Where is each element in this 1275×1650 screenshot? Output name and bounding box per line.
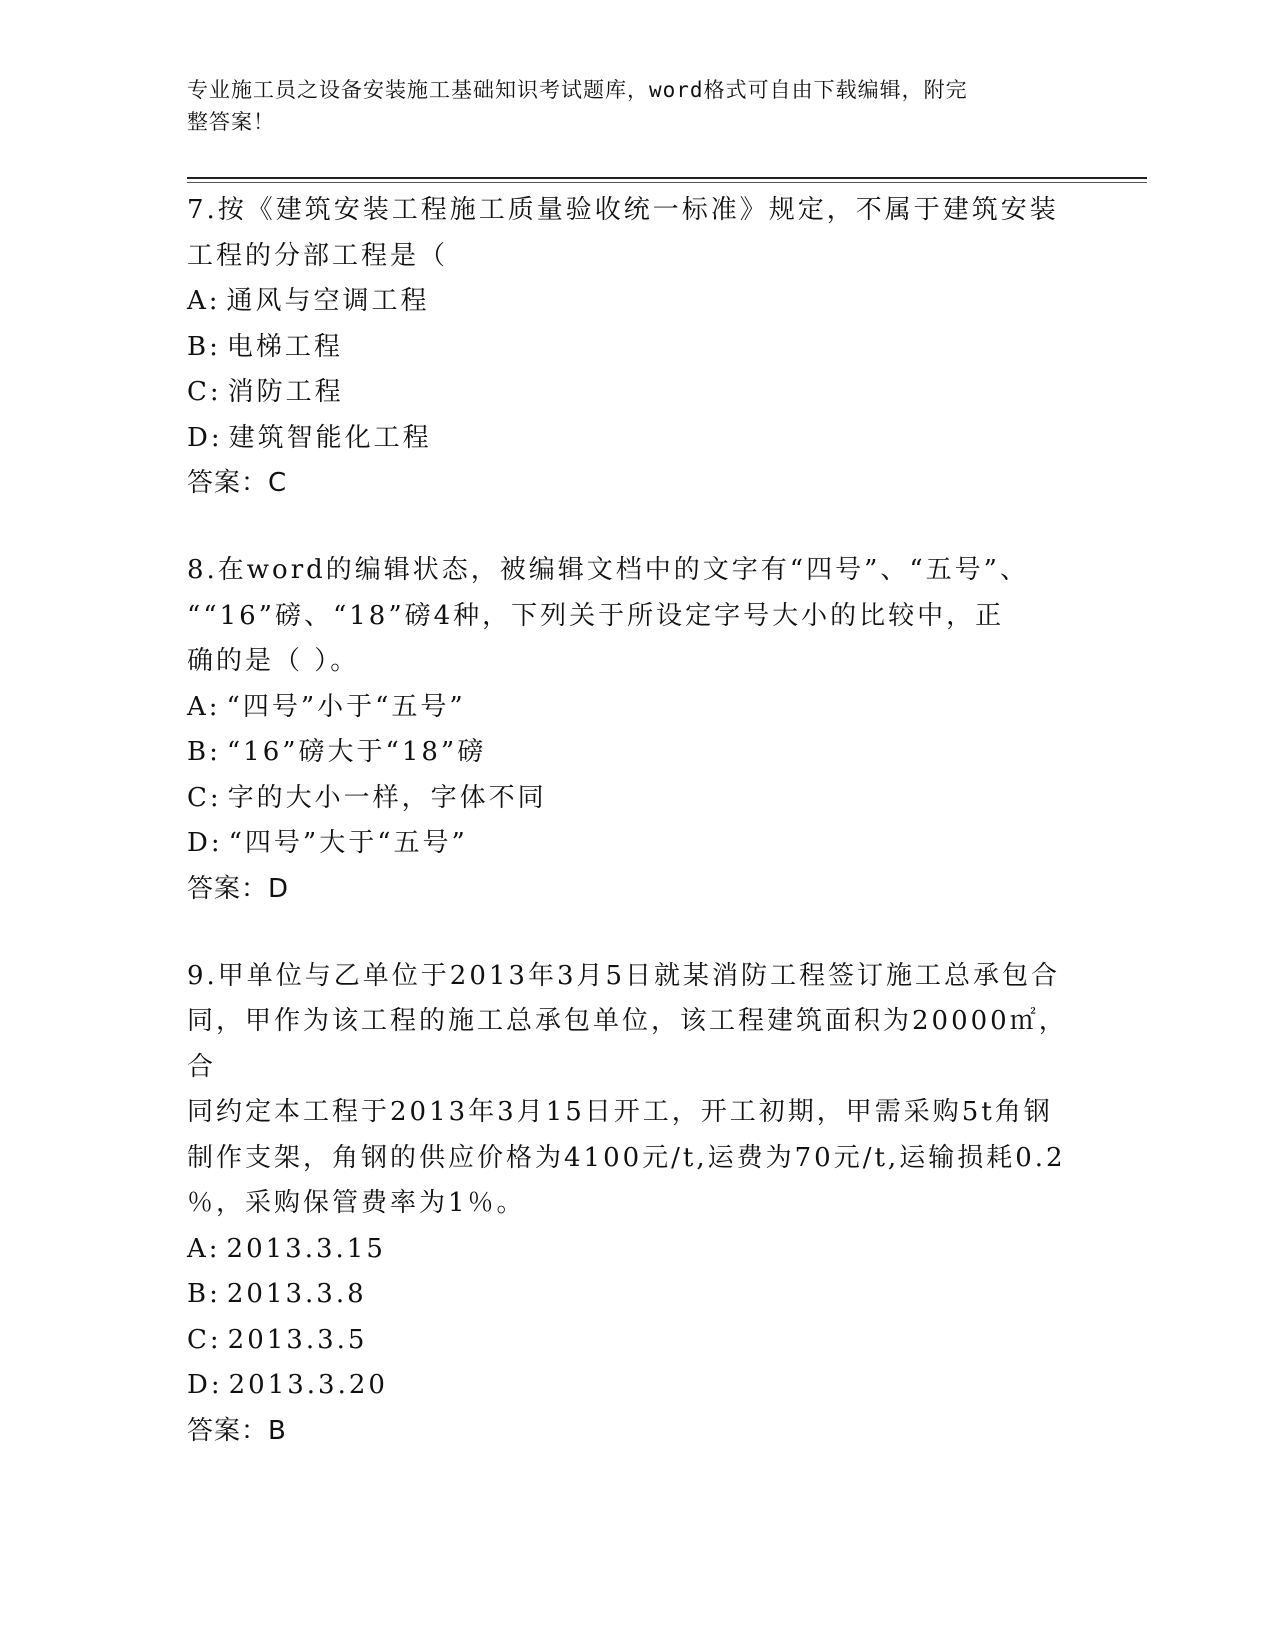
option-letter: B: [187, 331, 221, 362]
answer-line: 答案：B [187, 1415, 287, 1446]
header-title-line-2: 整答案！ [187, 110, 275, 134]
header-title-line-1: 专业施工员之设备安装施工基础知识考试题库，word格式可自由下载编辑，附完 [187, 78, 968, 102]
option-letter: B: [187, 737, 221, 767]
option-text: 字的大小一样，字体不同 [227, 782, 547, 813]
option-letter: D: [187, 1370, 223, 1400]
header-divider-thin [187, 182, 1147, 183]
option-letter: C: [187, 1324, 222, 1355]
option-text: 2013.3.20 [228, 1370, 388, 1400]
question-stem-line: ％，采购保管费率为1％。 [187, 1188, 526, 1218]
question-8 [187, 548, 1087, 912]
option-d [187, 416, 1087, 462]
option-d [187, 821, 1087, 867]
question-7 [187, 188, 1087, 506]
option-a [187, 279, 1087, 325]
question-stem-line: 9.甲单位与乙单位于2013年3月5日就某消防工程签订施工总承包合 [187, 960, 1061, 991]
option-c [187, 370, 1087, 416]
option-letter: D: [187, 422, 223, 453]
question-stem-line: 同，甲作为该工程的施工总承包单位，该工程建筑面积为20000㎡，合 [187, 1006, 1068, 1082]
question-stem-line: 工程的分部工程是（ [187, 240, 449, 271]
option-b [187, 730, 1087, 776]
question-stem-line: ““16”磅、“18”磅4种，下列关于所设定字号大小的比较中，正 [187, 600, 1005, 631]
option-c [187, 776, 1087, 822]
option-letter: A: [187, 1233, 221, 1264]
option-text: 2013.3.5 [227, 1324, 368, 1355]
question-list [187, 188, 1087, 1496]
option-text: 2013.3.8 [226, 1279, 367, 1309]
option-text: 电梯工程 [226, 331, 343, 362]
answer-line: 答案：D [187, 873, 290, 904]
option-a [187, 685, 1087, 731]
option-text: “四号”小于“五号” [226, 691, 466, 722]
answer-line: 答案：C [187, 468, 288, 498]
question-9 [187, 954, 1087, 1454]
question-stem-line: 同约定本工程于2013年3月15日开工，开工初期，甲需采购5t角钢 [187, 1097, 1053, 1127]
option-text: 2013.3.15 [226, 1233, 386, 1264]
document-header [187, 74, 1067, 138]
option-text: “16”磅大于“18”磅 [226, 737, 487, 767]
option-d [187, 1363, 1087, 1409]
question-stem-line: 制作支架，角钢的供应价格为4100元/t,运费为70元/t,运输损耗0.2 [187, 1142, 1066, 1173]
option-letter: D: [187, 828, 223, 858]
question-stem-line: 8.在word的编辑状态，被编辑文档中的文字有“四号”、“五号”、 [187, 555, 1029, 585]
option-a [187, 1227, 1087, 1273]
option-b [187, 325, 1087, 371]
option-letter: B: [187, 1279, 221, 1309]
option-text: “四号”大于“五号” [228, 828, 468, 858]
option-b [187, 1272, 1087, 1318]
option-text: 通风与空调工程 [226, 286, 430, 316]
header-divider-thick [187, 177, 1147, 179]
option-text: 建筑智能化工程 [228, 422, 432, 453]
question-stem-line: 7.按《建筑安装工程施工质量验收统一标准》规定，不属于建筑安装 [187, 195, 1059, 225]
question-stem-line: 确的是（ ）。 [187, 646, 360, 676]
option-c [187, 1318, 1087, 1364]
option-letter: C: [187, 782, 222, 813]
option-letter: A: [187, 691, 221, 722]
option-text: 消防工程 [227, 377, 344, 407]
option-letter: A: [187, 286, 221, 316]
option-letter: C: [187, 377, 222, 407]
